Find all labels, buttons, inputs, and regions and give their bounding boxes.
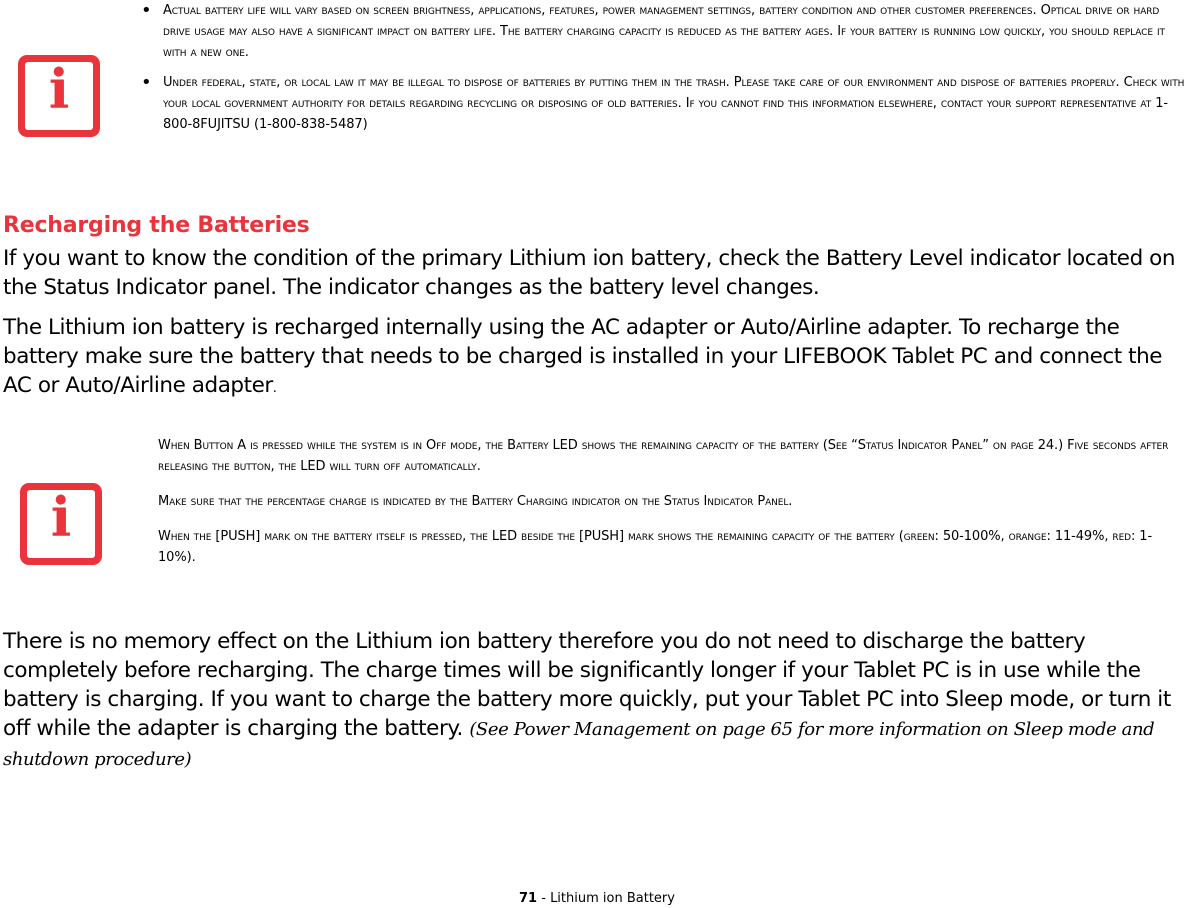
page-footer	[0, 890, 1194, 908]
power-management-reference: (See Power Management on page 65 for more information on Sleep mode and shutdown procedure)	[3, 719, 1155, 770]
note-bullet-text: Under federal, state, or local law it may be illegal to dispose of batteries by putting them in the trash. Please take care of our environment and dispose of batteries properly. Check with your local government authority for details regarding recycling or disposing of old batteries. If you cannot find this information elsewhere, contact your support representative at 1-800-8FUJITSU (1-800-838-5487)	[163, 75, 1185, 132]
bullet-icon: •	[141, 72, 152, 93]
info-i-glyph: i	[48, 57, 70, 121]
bullet-icon: •	[141, 0, 152, 21]
paragraph-text: There is no memory effect on the Lithium ion battery therefore you do not need to discharge the battery completely before recharging. The charge times will be significantly longer if your Tablet PC is in use while the battery is charging. If you want to charge the battery more quickly, put your Tablet PC into Sleep mode, or turn it off while the adapter is charging the battery.	[3, 629, 1171, 741]
paragraph-text: The Lithium ion battery is recharged internally using the AC adapter or Auto/Airline adapter. To recharge the battery make sure the battery that needs to be charged is installed in your LIFEBOOK Tablet PC and connect the AC or Auto/Airline adapter	[3, 315, 1163, 398]
info-i-glyph: i	[50, 485, 72, 549]
paragraph-memory-effect	[3, 627, 1193, 774]
note-line: When the [PUSH] mark on the battery itself is pressed, the LED beside the [PUSH] mark shows the remaining capacity of the battery (green: 50-100%, orange: 11-49%, red: 1-10%).	[158, 529, 1153, 565]
paragraph-recharge	[3, 313, 1193, 403]
battery-life-note	[141, 0, 1185, 135]
footer-title: - Lithium ion Battery	[537, 891, 675, 906]
note-line: Make sure that the percentage charge is indicated by the Battery Charging indicator on the Status Indicator Panel.	[158, 494, 793, 509]
paragraph-end-dot: .	[272, 381, 277, 396]
note-bullet-item	[141, 72, 1185, 135]
paragraph-text: If you want to know the condition of the primary Lithium ion battery, check the Battery Level indicator located on the Status Indicator panel. The indicator changes as the battery level changes.	[3, 246, 1176, 300]
note-bullet-text: Actual battery life will vary based on screen brightness, applications, features, power management settings, battery condition and other customer preferences. Optical drive or hard drive usage may also have a significant impact on battery life. The battery charging capacity is reduced as the battery ages. If your battery is running low quickly, you should replace it with a new one.	[163, 3, 1165, 60]
note-line: When Button A is pressed while the system is in Off mode, the Battery LED shows the remaining capacity of the battery (See “Status Indicator Panel” on page 24.) Five seconds after releasing the button, the LED will turn off automatically.	[158, 438, 1169, 474]
info-icon	[20, 483, 102, 565]
page-number: 71	[519, 891, 538, 906]
info-icon	[18, 55, 100, 137]
battery-led-note	[158, 435, 1180, 568]
section-heading: Recharging the Batteries	[3, 213, 310, 238]
paragraph-battery-condition	[3, 244, 1193, 302]
note-bullet-item	[141, 0, 1185, 63]
